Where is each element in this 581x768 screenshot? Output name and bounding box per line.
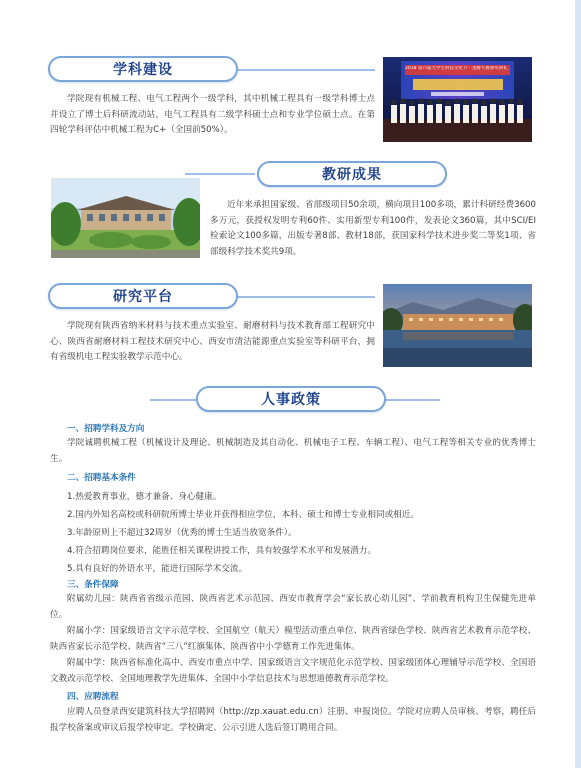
section-heading-research [257,161,447,187]
hr-condition-5: 5.具有良好的外语水平，能进行国际学术交流。 [67,564,248,574]
hr-subheading-2: 二、招聘基本条件 [67,473,136,483]
discipline-paragraph: 学院现有机械工程、电气工程两个一级学科，其中机械工程具有一级学科博士点并设立了博士后科研流动站，电气工程具有二级学科硕士点和专业学位硕士点。在第四轮学科评估中机械工程为C+（全国前50%）。 [50,94,375,135]
section-title-discipline: 学科建设 [113,62,173,78]
section-heading-platform [48,283,238,309]
hr-middle-school: 附属中学：陕西省标准化高中、西安市重点中学、国家级语言文字规范化示范学校、国家级团体心理辅导示范学校、全国语文教改示范学校、全国地理教学先进集体、全国中小学信息技术与思想道德教育示范学校。 [50,658,536,684]
section-title-research: 教研成果 [322,167,382,183]
hr-subheading-4: 四、应聘流程 [67,692,119,702]
research-paragraph: 近年来承担国家级、省部级项目50余项，横向项目100多项，累计科研经费3600多万元，获授权发明专利60件、实用新型专利100件，发表论文360篇，其中SCI/EI检索论文100多篇，出版专著8部、教材18部，获国家科学技术进步奖二等奖1项、省部级科学技术奖共9项。 [210,200,536,257]
hr-condition-2: 2.国内外知名高校或科研院所博士毕业并获得相应学位，本科、硕士和博士专业相同或相近。 [67,510,419,520]
hr-primary-school: 附属小学：国家级语言文字示范学校、全国航空（航天）模型活动重点单位、陕西省绿色学校、陕西省艺术教育示范学校、陕西省家长示范学校、陕西省“三八”红旗集体、陕西省中小学德育工作先进集体。 [50,626,536,652]
hr-kindergarten: 附属幼儿园：陕西省省级示范园、陕西省艺术示范园、西安市教育学会“家长放心幼儿园”、学前教育机构卫生保健先进单位。 [50,594,536,620]
platform-paragraph: 学院现有陕西省纳米材料与技术重点实验室、耐磨材料与技术教育部工程研究中心、陕西省耐磨材料工程技术研究中心、西安市清洁能源重点实验室等科研平台，拥有省级机电工程实验教学示范中心。 [50,321,375,362]
campus-building-photo [51,178,200,258]
hr-recruitment-fields: 学院诚聘机械工程（机械设计及理论、机械制造及其自动化、机械电子工程、车辆工程）、电气工程等相关专业的优秀博士生。 [50,438,536,464]
section-heading-hr [196,386,386,412]
campus-lake-photo [383,284,532,367]
hr-application-process: 应聘人员登录西安建筑科技大学招聘网（http://zp.xauat.edu.cn）注册、申报岗位。学院对应聘人员审核、考察，聘任后报学校备案或审议后报学校审定。学校确定、公示引进人选后签订聘用合同。 [50,707,536,733]
section-heading-discipline [48,56,238,82]
award-ceremony-photo [383,57,532,142]
section-divider-line [185,173,255,175]
hr-condition-3: 3.年龄原则上不超过32周岁（优秀的博士生适当放宽条件）。 [67,528,297,538]
section-title-hr: 人事政策 [261,392,321,408]
right-edge-accent [575,0,581,768]
campus-lake-illustration [383,284,532,367]
hr-subheading-1: 一、招聘学科及方向 [67,424,145,434]
hr-subheading-3: 三、条件保障 [67,580,119,590]
section-title-platform: 研究平台 [113,289,173,305]
photo-banner-text: 2018 第六届大学生科技文化节 · 龙腾大赛颁奖典礼 [405,66,508,71]
campus-building-illustration [51,178,200,258]
hr-condition-4: 4.符合招聘岗位要求，能胜任相关课程讲授工作，具有较强学术水平和发展潜力。 [67,546,376,556]
hr-condition-1: 1.热爱教育事业，德才兼备、身心健康。 [67,492,222,502]
